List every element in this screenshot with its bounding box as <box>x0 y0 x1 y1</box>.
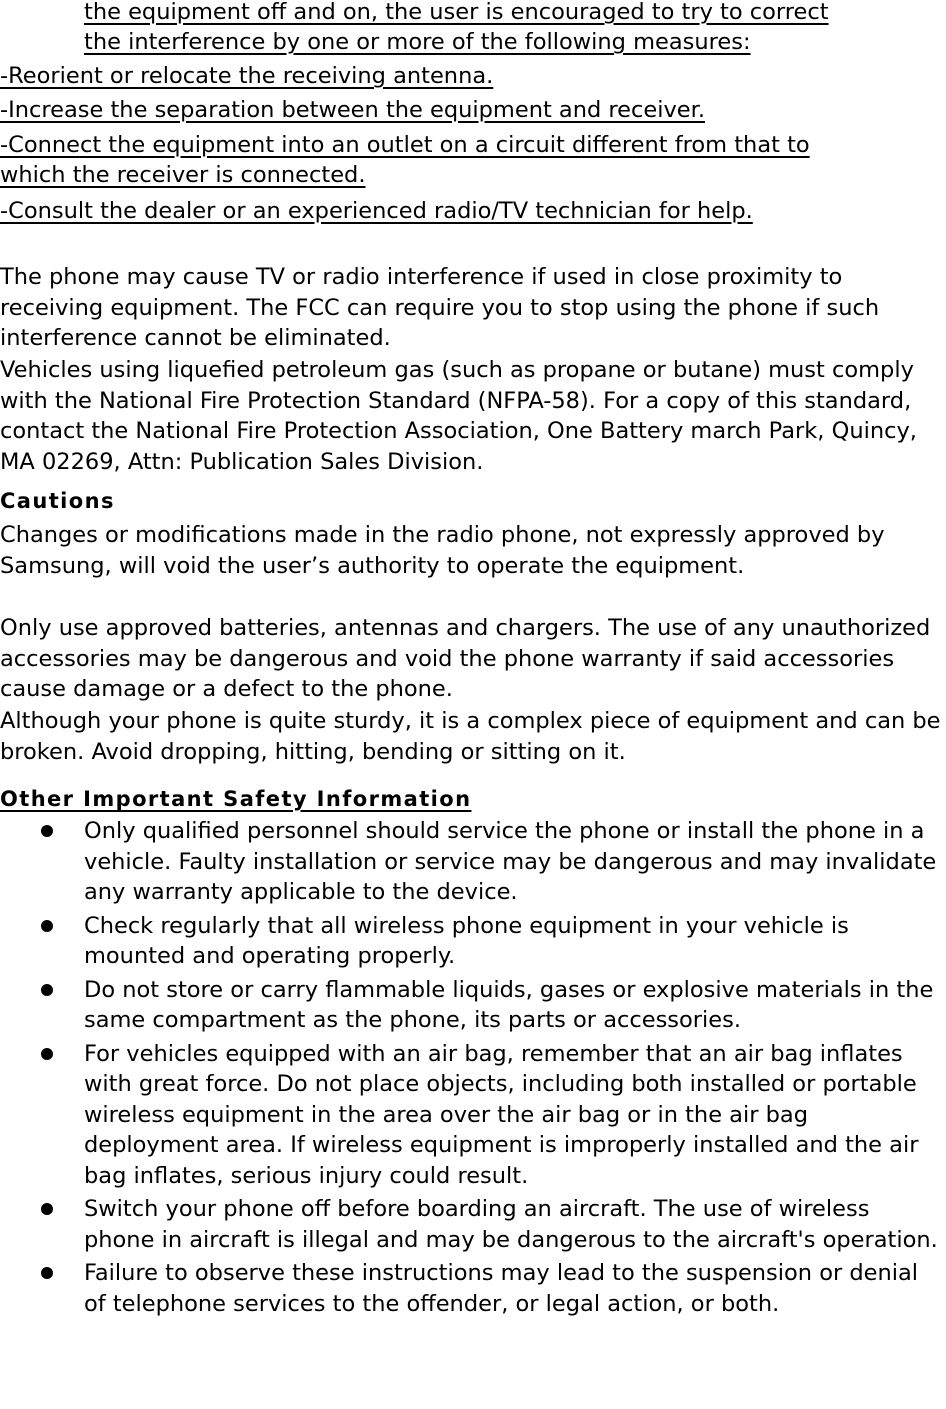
bullet-text: Only qualified personnel should service the phone or install the phone in a vehicle. Faulty installation or service may be dangerous and may invalidate any warranty applicable to the device. <box>84 818 937 906</box>
bullet-icon <box>41 1048 53 1060</box>
bullet-text: Check regularly that all wireless phone equipment in your vehicle is mounted and operating properly. <box>84 912 849 970</box>
bullet-icon <box>41 1267 53 1279</box>
list-item <box>0 1039 946 1192</box>
measure-increase-separation: -Increase the separation between the equipment and receiver. <box>0 97 705 123</box>
other-safety-heading: Other Important Safety Information <box>0 787 472 811</box>
lpg-vehicles-paragraph: Vehicles using liquefied petroleum gas (such as propane or butane) must comply with the National Fire Protection Standard (NFPA-58). For a copy of this standard, contact the National Fire Protection Association, One Battery march Park, Quincy, MA 02269, Attn: Publication Sales Division. <box>0 357 917 475</box>
measures-intro-line-2: the interference by one or more of the following measures: <box>84 29 751 55</box>
bullet-text: Switch your phone off before boarding an aircraft. The use of wireless phone in aircraft is illegal and may be dangerous to the aircraft's operation. <box>84 1196 938 1253</box>
measure-reorient: -Reorient or relocate the receiving antenna. <box>0 63 494 89</box>
caution-accessories-paragraph: Only use approved batteries, antennas and chargers. The use of any unauthorized accessories may be dangerous and void the phone warranty if said accessories cause damage or a defect to the phone. <box>0 615 931 703</box>
list-item <box>0 1258 946 1319</box>
bullet-icon <box>41 920 53 932</box>
cautions-heading: Cautions <box>0 489 115 513</box>
list-item <box>0 1194 946 1255</box>
measures-intro-line-1: the equipment off and on, the user is encouraged to try to correct <box>84 0 829 25</box>
caution-modifications-paragraph: Changes or modifications made in the radio phone, not expressly approved by Samsung, will void the user’s authority to operate the equipment. <box>0 522 885 579</box>
measure-consult-dealer: -Consult the dealer or an experienced radio/TV technician for help. <box>0 198 753 224</box>
bullet-icon <box>41 984 53 996</box>
caution-sturdy-paragraph: Although your phone is quite sturdy, it is a complex piece of equipment and can be broken. Avoid dropping, hitting, bending or sitting on it. <box>0 708 941 765</box>
list-item <box>0 911 946 972</box>
bullet-text: Failure to observe these instructions may lead to the suspension or denial of telephone services to the offender, or legal action, or both. <box>84 1260 919 1317</box>
measure-connect-outlet: -Connect the equipment into an outlet on a circuit different from that to <box>0 132 810 158</box>
fcc-interference-paragraph: The phone may cause TV or radio interference if used in close proximity to receiving equipment. The FCC can require you to stop using the phone if such interference cannot be eliminated. <box>0 264 880 352</box>
bullet-icon <box>41 1203 53 1215</box>
list-item <box>0 975 946 1036</box>
bullet-icon <box>41 825 53 837</box>
bullet-text: For vehicles equipped with an air bag, remember that an air bag inflates with great force. Do not place objects, including both installed or portable wireless equipment in the area over the air bag or in the air bag deployment area. If wireless equipment is improperly installed and the air bag inflates, serious injury could result. <box>84 1040 919 1189</box>
measure-connect-outlet-cont: which the receiver is connected. <box>0 162 366 188</box>
bullet-text: Do not store or carry flammable liquids, gases or explosive materials in the same compartment as the phone, its parts or accessories. <box>84 976 934 1034</box>
list-item <box>0 816 946 908</box>
safety-bullet-list <box>0 816 946 1322</box>
